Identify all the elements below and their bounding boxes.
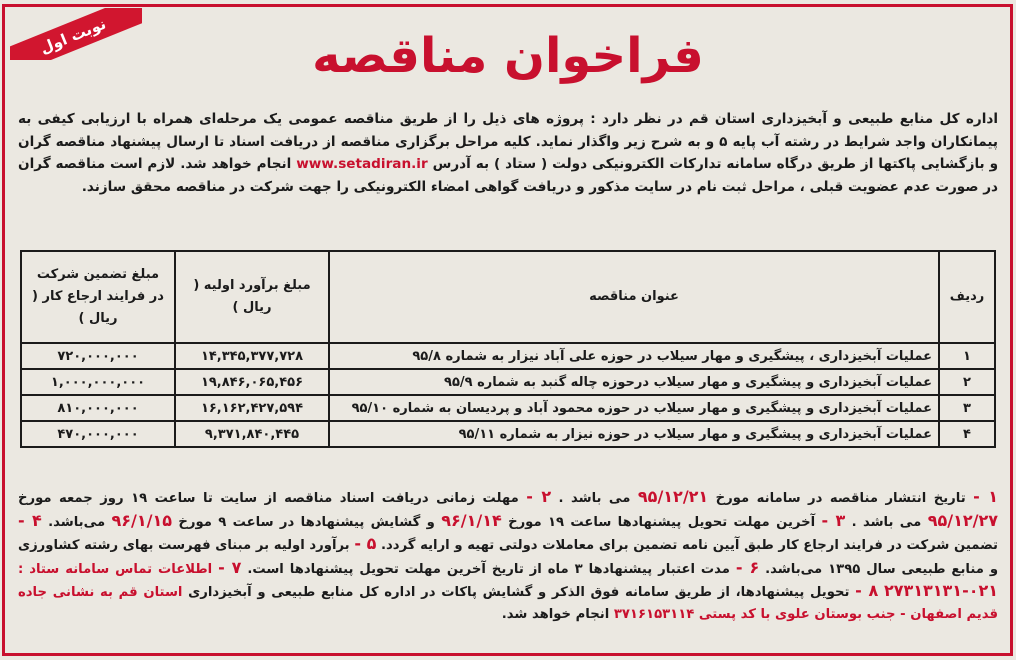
row-estimate: ۹,۳۷۱,۸۴۰,۴۴۵	[175, 421, 329, 447]
note-number-6: ۶ -	[735, 557, 760, 577]
row-estimate: ۱۹,۸۴۶,۰۶۵,۴۵۶	[175, 369, 329, 395]
opening-date: ۹۶/۱/۱۵	[111, 510, 172, 530]
intro-text: اداره کل منابع طبیعی و آبخیزداری استان قم در نظر دارد : پروژه های ذیل را از طریق مناقصه عمومی یک مرحله‌ای همراه با ارزیابی کیفی به پیمانکاران واجد شرایط در رشته آب پایه ۵ و به شرح زیر واگذار نماید. کلیه مراحل برگزاری مناقصه از دریافت اسناد تا ارسال پیشنهاد مناقصه گران و بازگشایی پاکتها از طریق درگاه سامانه تدارکات الکترونیکی دولت ( ستاد ) به آدرس	[18, 111, 999, 172]
table-row	[21, 395, 995, 421]
header-title: عنوان مناقصه	[329, 251, 939, 343]
note-8-text: تحویل پیشنهادها، از طریق سامانه فوق الذکر و گشایش پاکات در اداره کل منابع طبیعی و آبخیزداری	[188, 585, 850, 600]
row-guarantee: ۷۲۰,۰۰۰,۰۰۰	[21, 343, 175, 369]
contact-label: اطلاعات تماس سامانه ستاد :	[18, 561, 213, 577]
row-number: ۳	[939, 395, 995, 421]
contact-phone: ۰۲۱-۲۷۳۱۳۱۳۱	[883, 581, 998, 600]
document-deadline-date: ۹۵/۱۲/۲۷	[927, 510, 998, 530]
row-guarantee: ۸۱۰,۰۰۰,۰۰۰	[21, 395, 175, 421]
note-number-1: ۱ -	[973, 487, 998, 506]
note-number-5: ۵ -	[354, 534, 377, 553]
note-8-tail: انجام خواهد شد.	[501, 606, 610, 622]
note-1-text: تاریخ انتشار مناقصه در سامانه مورخ	[715, 491, 966, 506]
table-row	[21, 421, 995, 447]
office-address: استان قم به نشانی جاده قدیم اصفهان - جنب بوستان علوی با کد پستی ۳۷۱۶۱۵۳۱۱۴	[18, 585, 998, 622]
row-number: ۱	[939, 343, 995, 369]
note-number-7: ۷ -	[218, 557, 242, 577]
note-5-text: برآورد اولیه بر مبنای فهرست بهای رشته کشاورزی و منابع طبیعی سال ۱۳۹۵ می‌باشد.	[18, 538, 999, 577]
note-number-8: ۸ -	[855, 581, 879, 600]
publication-date: ۹۵/۱۲/۲۱	[637, 487, 709, 506]
submission-deadline-date: ۹۶/۱/۱۴	[441, 510, 502, 530]
note-3-tail: می‌باشد.	[48, 514, 106, 530]
row-title: عملیات آبخیزداری ، پیشگیری و مهار سیلاب در حوزه علی آباد نیزار به شماره ۹۵/۸	[329, 343, 939, 369]
note-3-text: آخرین مهلت تحویل پیشنهادها ساعت ۱۹ مورخ	[508, 514, 816, 530]
note-2-text: مهلت زمانی دریافت اسناد مناقصه از سایت تا ساعت ۱۹ روز جمعه مورخ	[18, 491, 519, 506]
header-estimate: مبلغ برآورد اولیه ( ریال )	[175, 251, 329, 343]
note-number-3: ۳ -	[821, 510, 846, 530]
row-title: عملیات آبخیزداری و پیشگیری و مهار سیلاب درحوزه چاله گنبد به شماره ۹۵/۹	[329, 369, 939, 395]
note-3-mid: و گشایش پیشنهادها در ساعت ۹ مورخ	[178, 514, 435, 530]
tender-table	[20, 250, 996, 448]
intro-paragraph	[18, 108, 998, 198]
intro-text-after: انجام خواهد شد. لازم است مناقصه گران در صورت عدم عضویت قبلی ، مراحل ثبت نام در سایت مذکور و دریافت گواهی امضاء الکترونیکی را جهت شرکت در مناقصه محقق سازند.	[18, 156, 998, 195]
row-title: عملیات آبخیزداری و پیشگیری و مهار سیلاب در حوزه نیزار به شماره ۹۵/۱۱	[329, 421, 939, 447]
row-estimate: ۱۴,۳۴۵,۳۷۷,۷۲۸	[175, 343, 329, 369]
table-row	[21, 369, 995, 395]
notice-title: فراخوان مناقصه	[312, 28, 704, 84]
notes-section	[18, 486, 998, 625]
note-2-tail: می باشد .	[851, 514, 922, 530]
note-number-2: ۲ -	[526, 487, 552, 506]
note-6-text: مدت اعتبار پیشنهادها ۳ ماه از تاریخ آخرین مهلت تحویل پیشنهادها است.	[247, 561, 730, 577]
row-number: ۲	[939, 369, 995, 395]
row-estimate: ۱۶,۱۶۲,۴۲۷,۵۹۴	[175, 395, 329, 421]
table-header-row	[21, 251, 995, 343]
row-title: عملیات آبخیزداری و پیشگیری و مهار سیلاب در حوزه محمود آباد و پردیسان به شماره ۹۵/۱۰	[329, 395, 939, 421]
ribbon-label: نوبت اول	[10, 8, 142, 60]
table-row	[21, 343, 995, 369]
header-row-number: ردیف	[939, 251, 995, 343]
note-4-text: تضمین شرکت در فرایند ارجاع کار طبق آیین نامه تضمین برای معاملات دولتی تهیه و ارایه گردد.	[381, 538, 999, 553]
note-1-tail: می باشد .	[558, 491, 631, 506]
website-link[interactable]: www.setadiran.ir	[296, 156, 428, 172]
note-number-4: ۴ -	[18, 510, 42, 530]
row-number: ۴	[939, 421, 995, 447]
row-guarantee: ۴۷۰,۰۰۰,۰۰۰	[21, 421, 175, 447]
header-guarantee: مبلغ تضمین شرکت در فرایند ارجاع کار ( ریال )	[21, 251, 175, 343]
row-guarantee: ۱,۰۰۰,۰۰۰,۰۰۰	[21, 369, 175, 395]
